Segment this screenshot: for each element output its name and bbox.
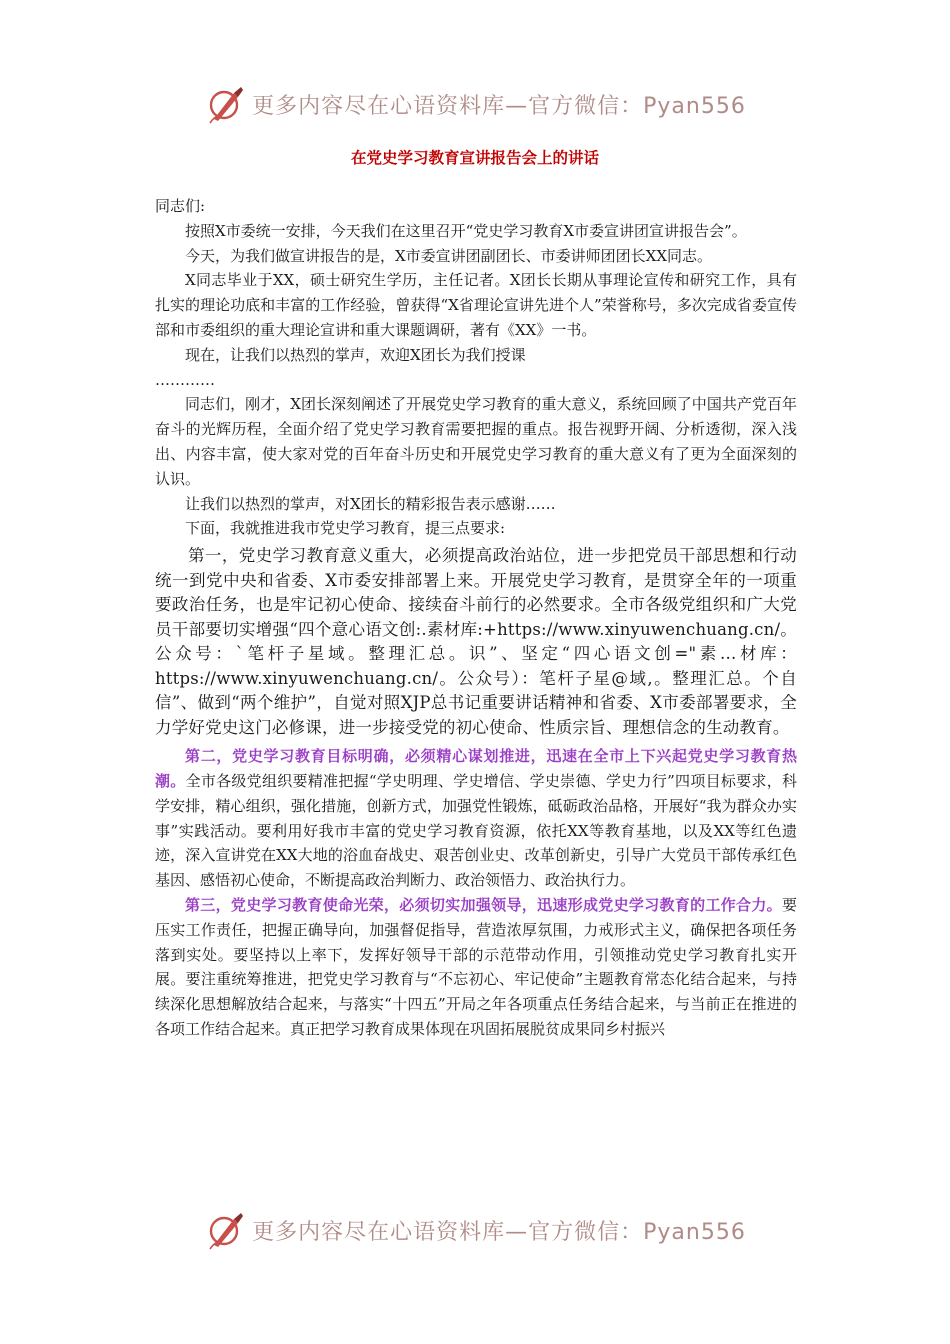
requirement-three-body: 要压实工作责任，把握正确导向，加强督促指导，营造浓厚氛围，力戒形式主义，确保把各项任务落到实处。要坚持以上率下，发挥好领导干部的示范带动作用，引领推动党史学习教育扎实开展。要注重统筹推进，把党史学习教育与“不忘初心、牢记使命”主题教育常态化结合起来，与持续深化思想解放结合起来，与落实“十四五”开局之年各项重点任务结合起来，与当前正在推进的各项工作结合起来。真正把学习教育成果体现在巩固拓展脱贫成果同乡村振兴 bbox=[155, 895, 797, 1038]
requirement-three-paragraph bbox=[155, 893, 797, 1042]
requirement-two-body: 全市各级党组织要精准把握“学史明理、学史增信、学史崇德、学史力行”四项目标要求，科学安排，精心组织，强化措施，创新方式，加强党性锻炼，砥砺政治品格，开展好“我为群众办实事”实践活动。要利用好我市丰富的党史学习教育资源，依托XX等教育基地，以及XX等红色遗迹，深入宣讲党在XX大地的浴血奋战史、艰苦创业史、改革创新史，引导广大党员干部传承红色基因、感悟初心使命，不断提高政治判断力、政治领悟力、政治执行力。 bbox=[155, 771, 797, 890]
paragraph: 同志们，刚才，X团长深刻阐述了开展党史学习教育的重大意义，系统回顾了中国共产党百年奋斗的光辉历程，全面介绍了党史学习教育需要把握的重点。报告视野开阔、分析透彻，深入浅出、内容丰富，使大家对党的百年奋斗历史和开展党史学习教育的重大意义有了更为全面深刻的认识。 bbox=[155, 395, 797, 488]
pen-nib-logo-icon bbox=[204, 83, 246, 125]
pen-nib-logo-icon bbox=[204, 1209, 246, 1251]
requirement-one-paragraph: 第一，党史学习教育意义重大，必须提高政治站位，进一步把党员干部思想和行动统一到党中央和省委、X市委安排部署上来。开展党史学习教育，是贯穿全年的一项重要政治任务，也是牢记初心使命、接续奋斗前行的必然要求。全市各级党组织和广大党员干部要切实增强“四个意心语文创:.素材库:+https://www.xinyuwenchuang.cn/。公众号：`笔杆子星域。整理汇总。识”、坚定“四心语文创="素…材库：https://www.xinyuwenchuang.cn/。公众号）：笔杆子星@域,。整理汇总。个自信”、做到“两个维护”，自觉对照XJP总书记重要讲话精神和省委、X市委部署要求，全力学好党史这门必修课，进一步接受党的初心使命、性质宗旨、理想信念的生动教育。 bbox=[155, 546, 797, 737]
watermark-text: 更多内容尽在心语资料库—官方微信：Pyan556 bbox=[252, 1219, 746, 1245]
paragraph: 下面，我就推进我市党史学习教育，提三点要求: bbox=[185, 519, 506, 538]
paragraph: 现在，让我们以热烈的掌声，欢迎X团长为我们授课 bbox=[185, 345, 526, 364]
requirement-two-heading: 第二，党史学习教育目标明确，必须精心谋划推进，迅速在全市上下兴起党史学习教育热潮。 bbox=[155, 747, 797, 790]
paragraph: 按照X市委统一安排，今天我们在这里召开“党史学习教育X市委宣讲团宣讲报告会”。 bbox=[185, 221, 747, 240]
footer-watermark-banner bbox=[0, 1208, 950, 1252]
document-body bbox=[155, 194, 797, 1042]
document-title: 在党史学习教育宣讲报告会上的讲话 bbox=[350, 149, 599, 167]
ellipsis-line: ………… bbox=[155, 370, 215, 389]
salutation: 同志们: bbox=[155, 197, 206, 215]
requirement-two-paragraph bbox=[155, 744, 797, 893]
header-watermark-banner bbox=[0, 82, 950, 126]
requirement-three-heading: 第三，党史学习教育使命光荣，必须切实加强领导，迅速形成党史学习教育的工作合力。 bbox=[185, 895, 782, 914]
watermark-text: 更多内容尽在心语资料库—官方微信：Pyan556 bbox=[252, 93, 746, 119]
paragraph: 让我们以热烈的掌声，对X团长的精彩报告表示感谢…… bbox=[185, 494, 556, 513]
paragraph: 今天，为我们做宣讲报告的是，X市委宣讲团副团长、市委讲师团团长XX同志。 bbox=[185, 246, 713, 265]
paragraph: X同志毕业于XX，硕士研究生学历，主任记者。X团长长期从事理论宣传和研究工作，具有扎实的理论功底和丰富的工作经验，曾获得“X省理论宣讲先进个人”荣誉称号，多次完成省委宣传部和市委组织的重大理论宣讲和重大课题调研，著有《XX》一书。 bbox=[155, 271, 798, 339]
